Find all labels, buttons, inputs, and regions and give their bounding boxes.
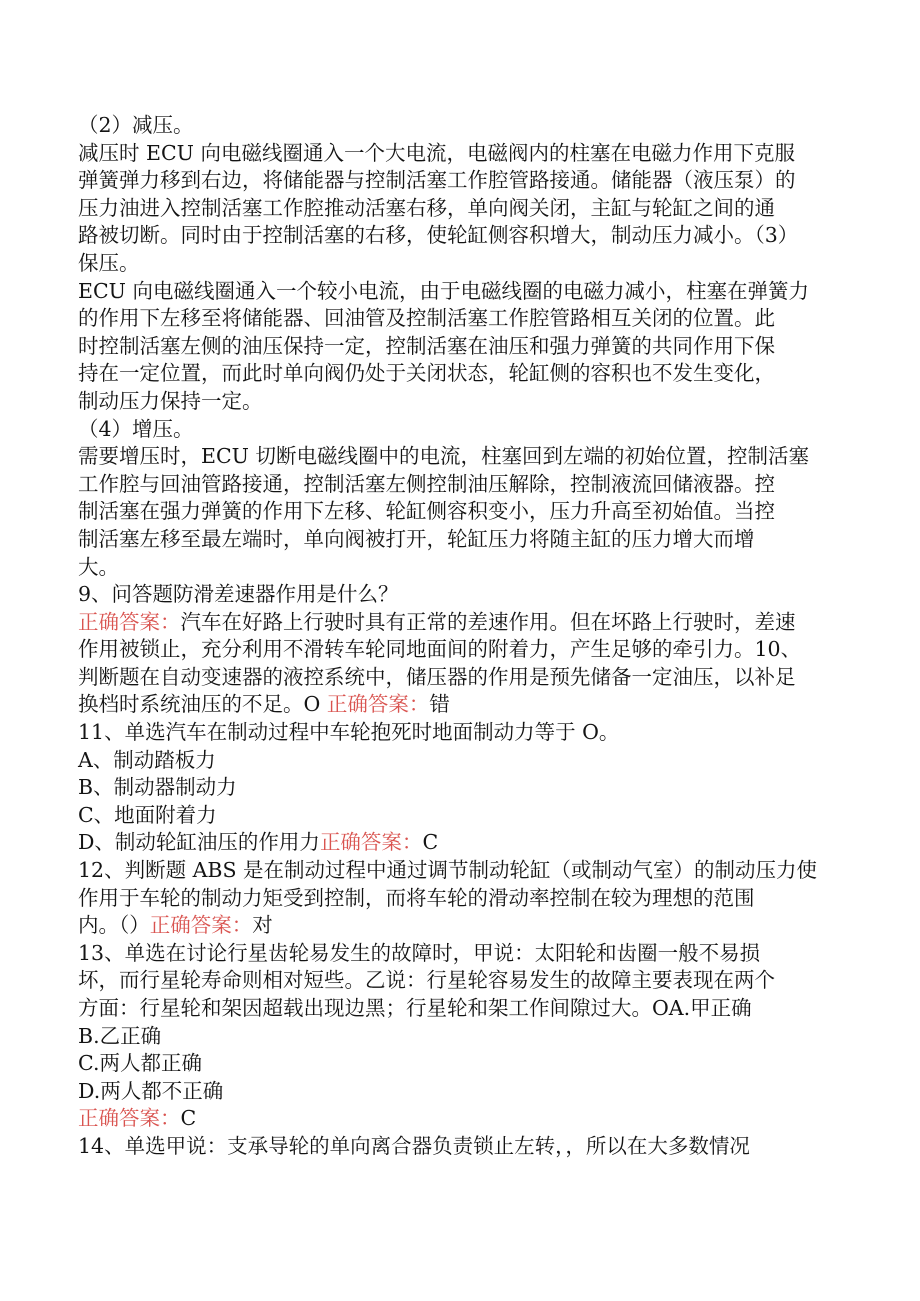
text-line [78, 581, 868, 609]
line-text: 大。 [78, 554, 119, 579]
text-line [78, 719, 868, 747]
text-line [78, 995, 868, 1023]
text-line [78, 829, 868, 857]
line-text: 压力油进入控制活塞工作腔推动活塞右移，单向阀关闭，主缸与轮缸之间的通 [78, 195, 775, 220]
text-line [78, 912, 868, 940]
text-line [78, 388, 868, 416]
line-text: 判断题在自动变速器的液控系统中，储压器的作用是预先储备一定油压，以补足 [78, 664, 796, 689]
answer-label: 正确答案： [319, 830, 423, 855]
line-text: 弹簧弹力移到右边，将储能器与控制活塞工作腔管路接通。储能器（液压泵）的 [78, 168, 796, 193]
answer-label: 正确答案： [149, 913, 253, 938]
text-line [78, 1023, 868, 1051]
line-text: 内。（） [78, 913, 150, 938]
text-line [78, 443, 868, 471]
text-line [78, 802, 868, 830]
line-text: 时控制活塞左侧的油压保持一定，控制活塞在油压和强力弹簧的共同作用下保 [78, 333, 775, 358]
text-line [78, 195, 868, 223]
line-text: B、制动器制动力 [78, 775, 237, 800]
text-line [78, 278, 868, 306]
text-line [78, 940, 868, 968]
line-text: 减压时 ECU 向电磁线圈通入一个大电流，电磁阀内的柱塞在电磁力作用下克服 [78, 140, 795, 165]
answer-label: 正确答案： [78, 1106, 181, 1131]
line-text: 13、单选在讨论行星齿轮易发生的故障时，甲说：太阳轮和齿圈一般不易损 [78, 940, 761, 965]
line-text: C [180, 1106, 197, 1131]
line-text: 制动压力保持一定。 [78, 388, 263, 413]
line-text: 换档时系统油压的不足。O [78, 692, 327, 717]
line-text: 作用于车轮的制动力矩受到控制，而将车轮的滑动率控制在较为理想的范围 [78, 885, 755, 910]
line-text: 制活塞左移至最左端时，单向阀被打开，轮缸压力将随主缸的压力增大而增 [78, 526, 755, 551]
text-line [78, 636, 868, 664]
text-line [78, 526, 868, 554]
line-text: C.两人都正确 [78, 1051, 202, 1076]
text-line [78, 360, 868, 388]
line-text: 错 [429, 692, 450, 717]
line-text: 14、单选甲说：支承导轮的单向离合器负责锁止左转，，所以在大多数情况 [78, 1133, 750, 1158]
text-line [78, 857, 868, 885]
line-text: 作用被锁止，充分利用不滑转车轮同地面间的附着力，产生足够的牵引力。10、 [78, 637, 802, 662]
line-text: （2）减压。 [78, 113, 194, 137]
line-text: 保压。 [78, 250, 140, 275]
text-line [78, 1078, 868, 1106]
text-line [78, 222, 868, 250]
line-text: 汽车在好路上行驶时具有正常的差速作用。但在坏路上行驶时，差速 [180, 609, 796, 634]
text-line [78, 250, 868, 278]
text-line [78, 691, 868, 719]
line-text: 9、问答题防滑差速器作用是什么？ [78, 582, 399, 607]
text-line [78, 498, 868, 526]
line-text: 方面：行星轮和架因超载出现边黑；行星轮和架工作间隙过大。OA.甲正确 [78, 996, 752, 1020]
answer-label: 正确答案： [326, 692, 430, 717]
text-line [78, 664, 868, 692]
text-line [78, 140, 868, 168]
line-text: C [422, 830, 439, 855]
text-line [78, 774, 868, 802]
line-text: C、地面附着力 [78, 802, 217, 827]
line-text: 12、判断题 ABS 是在制动过程中通过调节制动轮缸（或制动气室）的制动压力使 [78, 858, 818, 883]
text-line [78, 967, 868, 995]
line-text: （4）增压。 [78, 416, 194, 441]
answer-label: 正确答案： [78, 609, 181, 634]
line-text: D.两人都不正确 [78, 1078, 224, 1103]
line-text: D、制动轮缸油压的作用力 [78, 830, 320, 855]
text-line [78, 471, 868, 499]
line-text: B.乙正确 [78, 1023, 162, 1048]
text-line [78, 112, 868, 140]
line-text: 工作腔与回油管路接通，控制活塞左侧控制油压解除，控制液流回储液器。控 [78, 471, 775, 496]
text-line [78, 554, 868, 582]
text-line [78, 1133, 868, 1161]
line-text: 坏，而行星轮寿命则相对短些。乙说：行星轮容易发生的故障主要表现在两个 [78, 968, 775, 993]
line-text: 路被切断。同时由于控制活塞的右移，使轮缸侧容积增大，制动压力减小。（3） [78, 223, 799, 248]
text-line [78, 885, 868, 913]
text-line [78, 167, 868, 195]
text-line [78, 416, 868, 444]
line-text: 持在一定位置，而此时单向阀仍处于关闭状态，轮缸侧的容积也不发生变化， [78, 361, 775, 386]
line-text: ECU 向电磁线圈通入一个较小电流，由于电磁线圈的电磁力减小，柱塞在弹簧力 [78, 278, 809, 303]
text-line [78, 333, 868, 361]
text-line [78, 747, 868, 775]
line-text: 对 [252, 913, 273, 938]
line-text: 11、单选汽车在制动过程中车轮抱死时地面制动力等于 O。 [78, 720, 620, 745]
text-line [78, 609, 868, 637]
line-text: 需要增压时，ECU 切断电磁线圈中的电流，柱塞回到左端的初始位置，控制活塞 [78, 444, 809, 469]
document-page [78, 112, 868, 1161]
text-line [78, 305, 868, 333]
text-line [78, 1105, 868, 1133]
line-text: 制活塞在强力弹簧的作用下左移、轮缸侧容积变小，压力升高至初始值。当控 [78, 499, 775, 524]
line-text: 的作用下左移至将储能器、回油管及控制活塞工作腔管路相互关闭的位置。此 [78, 306, 775, 331]
text-line [78, 1050, 868, 1078]
line-text: A、制动踏板力 [78, 747, 216, 772]
